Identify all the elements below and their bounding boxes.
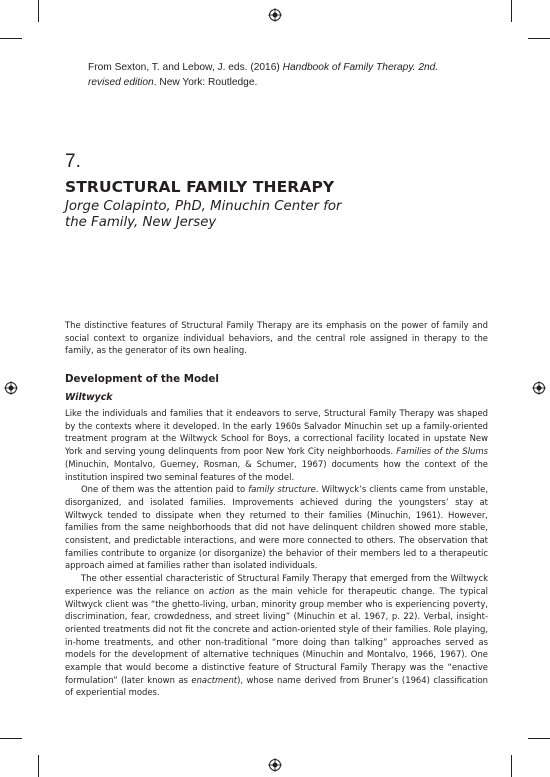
- body-paragraph: The other essential characteristic of Structural Family Therapy that emerged from the Wiltwyck experience was the reliance on action as the main vehicle for therapeutic change. The typical Wiltwyck client was “the ghetto-living, urban, minority group member who is experiencing poverty, discrimination, fear, crowdedness, and street living” (Minuchin et al. 1967, p. 22). Verbal, insight-oriented treatments did not fit the concrete and action-oriented style of their families. Role playing, in-home treatments, and other non-traditional “more doing than talking” approaches served as models for the development of alternative techniques (Minuchin and Montalvo, 1966, 1967). One example that would become a distinctive feature of Structural Family Therapy was the “enactive formulation” (later known as enactment), whose name derived from Bruner’s (1964) classification of experiential modes.: [65, 573, 488, 698]
- citation-prefix: From Sexton, T. and Lebow, J. eds. (2016): [88, 62, 283, 73]
- crop-mark: [38, 755, 39, 777]
- source-citation: [88, 60, 468, 90]
- intro-paragraph: The distinctive features of Structural Family Therapy are its emphasis on the power of family and social context to organize individual behaviors, and the central role assigned in therapy to the family, as the generator of its own healing.: [65, 320, 488, 356]
- registration-mark-top: [268, 8, 282, 22]
- author-line: the Family, New Jersey: [65, 215, 217, 230]
- subsection-heading: Wiltwyck: [65, 392, 113, 403]
- citation-suffix: . New York: Routledge.: [153, 77, 258, 88]
- main-body: [65, 407, 488, 699]
- citation-book-title: Handbook of Family Therapy. 2nd. revised edition: [88, 62, 439, 88]
- crop-mark: [38, 0, 39, 22]
- crop-mark: [0, 738, 22, 739]
- body-paragraph: Like the individuals and families that it endeavors to serve, Structural Family Therapy was shaped by the contexts where it developed. In the early 1960s Salvador Minuchin set up a family-oriented treatment program at the Wiltwyck School for Boys, a correctional facility located in upstate New York and serving young delinquents from poor New York City neighborhoods. Families of the Slums (Minuchin, Montalvo, Guerney, Rosman, & Schumer, 1967) documents how the context of the institution inspired two seminal features of the model.: [65, 408, 488, 482]
- author-line: Jorge Colapinto, PhD, Minuchin Center for: [65, 199, 342, 214]
- body-paragraph: One of them was the attention paid to family structure. Wiltwyck’s clients came from unstable, disorganized, and isolated families. Improvements achieved during the youngsters’ stay at Wiltwyck tended to dissipate when they returned to their families (Minuchin, 1961). However, families from the same neighborhoods that did not have delinquent children showed more stable, consistent, and predictable interactions, and were more connected to others. The observation that families contribute to organize (or disorganize) the behavior of their members led to a therapeutic approach aimed at families rather than isolated individuals.: [65, 484, 489, 571]
- chapter-number: 7.: [65, 151, 81, 172]
- registration-mark-left: [4, 381, 18, 395]
- crop-mark: [511, 0, 512, 22]
- crop-mark: [528, 38, 550, 39]
- crop-mark: [511, 755, 512, 777]
- registration-mark-right: [532, 381, 546, 395]
- registration-mark-bottom: [268, 758, 282, 772]
- crop-mark: [0, 38, 22, 39]
- section-heading: Development of the Model: [65, 373, 219, 385]
- chapter-author: [65, 199, 365, 231]
- chapter-title: STRUCTURAL FAMILY THERAPY: [65, 178, 335, 196]
- crop-mark: [528, 738, 550, 739]
